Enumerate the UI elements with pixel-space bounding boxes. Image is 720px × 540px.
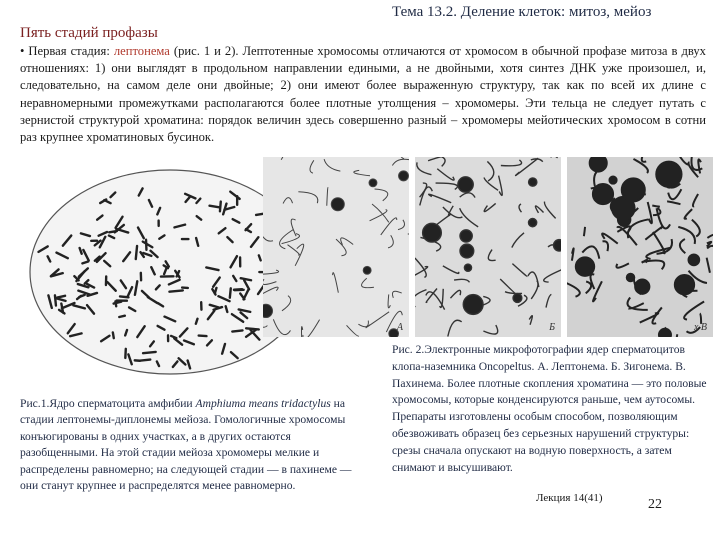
chromatin-cluster	[460, 244, 474, 258]
intro-paragraph	[20, 43, 706, 146]
chromomere-mark	[234, 289, 242, 290]
chromatin-cluster	[423, 223, 442, 242]
chromatin-cluster	[460, 230, 472, 242]
micrograph-c	[567, 157, 713, 337]
intro-rest: (рис. 1 и 2). Лептотенные хромосомы отличаются от хромосом в обычной профазе митоза в двух отношениях: 1) они выглядят в продольном направлении едиными, а не двойными, хотя синтез ДНК уже произошел, и, следовательно, на самом деле они двойные; 2) они имеют более выраженную структуру, так как по всей их длине с неравномерными промежутками располагаются более плотные утолщения – хромомеры. Эти тельца не следует путать с зернистой структурой хроматина: порядок величин здесь совершенно разный – хромомеры мейотических хромосом в сотни раз крупнее хроматиновых бусинок.	[20, 44, 706, 145]
chromatin-cluster	[463, 295, 483, 315]
chromomere-mark	[232, 330, 242, 331]
chromomere-mark	[230, 288, 231, 297]
chromatin-cluster	[675, 275, 694, 294]
chromomere-mark	[199, 336, 207, 337]
chromomere-mark	[109, 231, 117, 232]
chromatin-cluster	[659, 329, 671, 337]
chromatin-cluster	[529, 178, 537, 186]
chromomere-mark	[226, 306, 228, 312]
micrograph-b	[415, 157, 561, 337]
bullet: •	[20, 44, 25, 58]
intro-prefix: Первая стадия:	[28, 44, 114, 58]
chromatin-cluster	[399, 171, 409, 181]
panel-label-c: x В	[693, 322, 707, 333]
chromatin-cluster	[464, 264, 471, 271]
chromomere-mark	[196, 319, 198, 324]
figure-1-caption	[20, 396, 354, 494]
chromatin-cluster	[593, 184, 613, 204]
chromomere-mark	[140, 360, 151, 361]
micrograph-a	[263, 157, 409, 337]
chromatin-cluster	[590, 157, 607, 172]
chromatin-cluster	[627, 274, 635, 282]
panel-label-a: А	[396, 322, 403, 333]
chromomere-mark	[57, 296, 65, 298]
panel-label-b: Б	[549, 322, 555, 333]
figure-2-panel-c	[567, 157, 713, 337]
chromatin-cluster	[513, 294, 522, 303]
chromomere-mark	[169, 290, 182, 291]
figure-2-panel-b	[415, 157, 561, 337]
chromomere-mark	[143, 352, 156, 353]
chromomere-mark	[55, 295, 56, 305]
page-number: 22	[648, 497, 662, 512]
chromomere-mark	[259, 255, 261, 260]
chromatin-cluster	[263, 304, 273, 317]
caption-1-rest: на стадии лептонемы-диплонемы мейоза. Гомологичные хромосомы конъюгированы в одних участках, а в других остаются разобщенными. На этой стадии мейоза хромомеры мелкие и распределены равномерно; на следующей стадии — в пахинеме — они станут крупнее и распределятся менее равномерно.	[20, 397, 352, 493]
chromomere-mark	[113, 332, 114, 338]
chromatin-cluster	[369, 179, 377, 187]
chromomere-mark	[119, 316, 125, 317]
chromatin-fiber	[584, 227, 585, 236]
section-title: Пять стадий профазы	[20, 25, 158, 41]
chromatin-cluster	[528, 218, 536, 226]
chromatin-cluster	[689, 255, 700, 266]
species-name: Amphiuma means tridactylus	[195, 397, 331, 410]
chromatin-cluster	[622, 178, 645, 201]
chromatin-cluster	[554, 240, 561, 251]
topic-title: Тема 13.2. Деление клеток: митоз, мейоз	[392, 4, 652, 20]
chromatin-cluster	[635, 280, 649, 294]
chromatin-cluster	[609, 177, 616, 184]
lecture-label: Лекция 14(41)	[536, 492, 603, 504]
chromomere-mark	[210, 206, 220, 208]
figure-2-caption: Рис. 2.Электронные микрофотографии ядер сперматоцитов клопа-наземника Oncopeltus. А. Лептонема. Б. Зигонема. В. Пахинема. Более плотные скопления хроматина — это половые хромосомы, которые конденсируются раньше, чем аутосомы. Препараты изготовлены особым способом, позволяющим обезвоживать образец без серьезных нарушений структуры: срезы сначала опускают на водную поверхность, а затем снимают и высушивают.	[392, 343, 707, 474]
chromatin-cluster	[666, 181, 673, 188]
chromatin-cluster	[576, 257, 594, 275]
figure-2-panel-a	[263, 157, 409, 337]
chromomere-mark	[215, 288, 217, 294]
chromatin-cluster	[458, 177, 473, 192]
chromatin-fiber	[652, 205, 660, 206]
stage-name: лептонема	[113, 44, 170, 58]
caption-1-prefix: Рис.1.Ядро сперматоцита амфибии	[20, 397, 196, 410]
chromatin-cluster	[331, 198, 344, 211]
chromomere-mark	[136, 246, 137, 259]
chromomere-mark	[220, 202, 221, 212]
chromatin-cluster	[363, 266, 371, 274]
